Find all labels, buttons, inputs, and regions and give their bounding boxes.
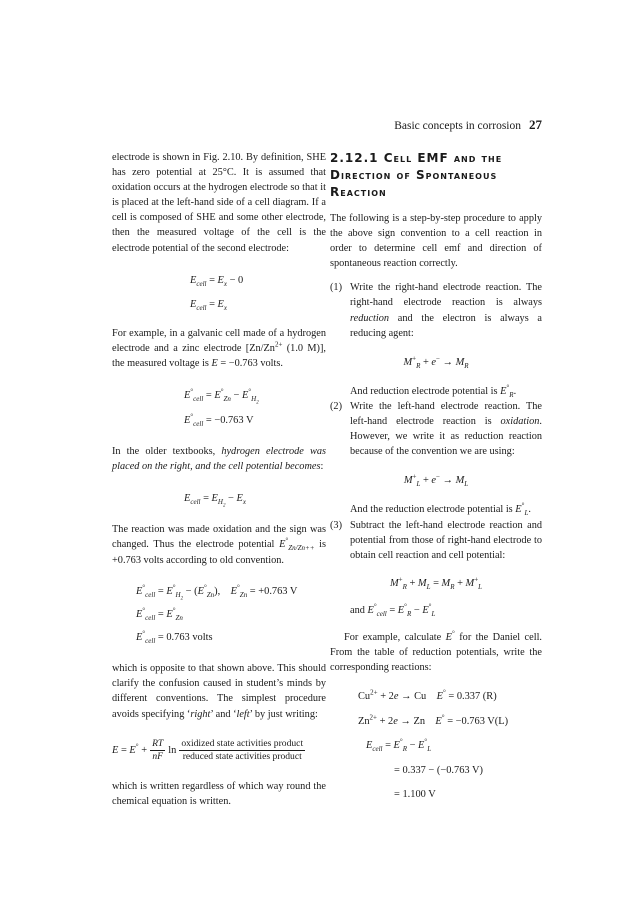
right-column: [330, 150, 542, 802]
equation-copper: $Cu^{2+} + 2e \to Cu$ E° = 0.337 (R): [358, 688, 497, 703]
left-paragraph-4: The reaction was made oxidation and the sign was changed. Thus the electrode potential $E^\circ_{Zn/Zn++}$ is +0.763 volts according to old convention.: [112, 524, 327, 566]
equation-ecell-ex: $E_{cell} = E_x$: [190, 298, 227, 312]
equation-ecell-ex-minus-0: $E_{cell} = E_x - 0$: [190, 274, 244, 288]
equation-ecell-er-el: and $E^\circ_{cell} = E^\circ_R - E^\circ_L$: [350, 602, 436, 618]
step-2-potential: And the reduction electrode potential is $E^\circ_L$.: [350, 501, 531, 518]
equation-zinc: $Zn^{2+} + 2e \to Zn$ E° = −0.763 V(L): [358, 713, 509, 728]
equation-ecell-ezn-eh2: $E^\circ_{cell} = E^\circ_{Zn} - E^\circ_{H_2}$: [184, 387, 259, 406]
right-paragraph-2: For example, calculate E° for the Daniel cell. From the table of reduction potentials, write the corresponding reactions:: [330, 629, 542, 674]
equation-daniel-result: = 1.100 V: [394, 788, 436, 800]
section-heading: 2.12.1 Cell EMF and the Direction of Spontaneous Reaction: [330, 151, 503, 199]
right-paragraph-1: The following is a step-by-step procedure to apply the above sign convention to a cell reaction in order to determine cell emf and direction of spontaneous reaction correctly.: [330, 213, 542, 270]
equation-daniel-step: = 0.337 − (−0.763 V): [394, 764, 483, 776]
left-column: [112, 150, 326, 809]
left-paragraph-3: In the older textbooks, hydrogen electrode was placed on the right, and the cell potential becomes:: [112, 445, 326, 472]
nernst-equation: E = E° + $\frac{RT}{nF}$ ln $\frac{\text{oxidized state activities product}}{\text{reduced state activities product}}$: [112, 737, 304, 762]
running-head: [394, 117, 542, 133]
left-paragraph-2: For example, in a galvanic cell made of a hydrogen electrode and a zinc electrode [$Zn/Zn^{2+}$ (1.0 M)], the measured voltage is E = −0.763 volts.: [112, 327, 326, 370]
left-paragraph-6: which is written regardless of which way round the chemical equation is written.: [112, 780, 326, 807]
step-1-potential: And reduction electrode potential is $E^\circ_R$.: [350, 383, 517, 399]
left-paragraph-5: which is opposite to that shown above. This should clarify the confusion caused in student’s minds by different conventions. The simplest procedure avoids specifying ‘right’ and ‘left’ by just writing:: [112, 663, 326, 720]
step-1: (1) Write the right-hand electrode reaction. The right-hand electrode reaction is always reduction and the electron is always a reducing agent:: [330, 282, 542, 339]
rt-over-nf: $\frac{RT}{nF}$: [152, 737, 164, 762]
equation-cell-reaction: $M^+_R + M_L = M_R + M^+_L$: [389, 575, 483, 591]
left-paragraph-1: electrode is shown in Fig. 2.10. By definition, SHE has zero potential at 25°C. It is assumed that oxidation occurs at the hydrogen electrode so that it is placed at the left-hand side of a cell diagram. If a cell is composed of SHE and some other electrode, then the measured voltage of the cell is the electrode potential of the second electrode:: [112, 152, 326, 254]
equation-ecell-volts: $E^\circ_{cell} = 0.763$ volts: [136, 629, 213, 646]
running-title: Basic concepts in corrosion: [394, 120, 521, 132]
step-2: (2) Write the left-hand electrode reaction. The left-hand electrode reaction is oxidation. However, we write it as reduction reaction because of the convention we are using:: [330, 400, 542, 458]
page-number: 27: [529, 117, 542, 132]
equation-ecell-eh2-ex: $E_{cell} = E_{H_2} - E_x$: [184, 492, 246, 509]
equation-old-convention: $E^\circ_{cell} = E^\circ_{H_2} - (E^\circ_{Zn})$, $E^\circ_{Zn} = +0.763$ V: [136, 583, 298, 602]
equation-ecell-value: $E^\circ_{cell} = -0.763$ V: [184, 412, 254, 428]
equation-daniel-ecell: $E_{cell} = E^\circ_R - E^\circ_L$: [366, 737, 432, 754]
equation-ecell-ezn: $E^\circ_{cell} = E^\circ_{Zn}$: [136, 606, 183, 623]
equation-left-reduction: $M^+_L + e^- \to M_L$: [403, 472, 469, 489]
step-3: (3) Subtract the left-hand electrode reaction and potential from those of right-hand electrode to obtain cell reaction and cell potential:: [330, 519, 542, 561]
equation-right-reduction: $M^+_R + e^- \to M_R$: [403, 354, 469, 370]
activity-ratio: $\frac{\text{oxidized state activities product}}{\text{reduced state activities product}}$: [181, 737, 304, 762]
